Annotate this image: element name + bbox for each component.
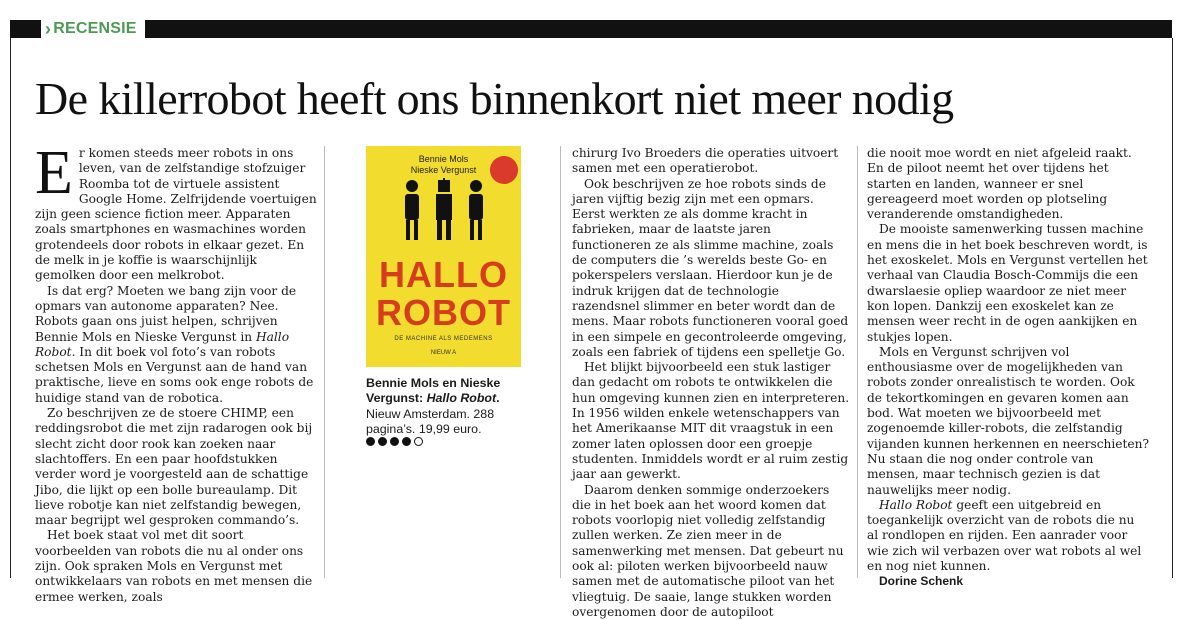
paragraph: Hallo Robot geeft een uitgebreid en toegankelijk overzicht van de robots die nu al rondlopen en rijden. Een aanrader voor wie zich wil verbazen over wat robots al wel en nog niet kunnen. bbox=[867, 497, 1142, 574]
left-border bbox=[10, 38, 11, 578]
drop-cap: E bbox=[35, 139, 73, 207]
paragraph: Het boek staat vol met dit soort voorbeelden van robots die nu al onder ons zijn. Ook spraken Mols en Vergunst met ontwikkelaars van robots en met mensen die ermee werken, zoals bbox=[35, 528, 313, 604]
column-divider bbox=[324, 146, 325, 578]
paragraph: Zo beschrijven ze de stoere CHIMP, een reddingsrobot die met zijn radarogen ook bij slecht zicht door rook kan zoeken naar slachtoffers. En een paar hoofdstukken verder word je voorgesteld aan de schattige Jibo, die lijkt op een bolle bureaulamp. Dit lieve robotje kan niet zelfstandig bewegen, maar begrijpt wel gesproken commando’s. bbox=[35, 406, 313, 528]
paragraph: die nooit moe wordt en niet afgeleid raakt. En de piloot neemt het over tijdens het starten en landen, wanneer er snel gereageerd moet worden op plotseling veranderende omstandigheden. bbox=[867, 146, 1132, 222]
rating-dot-empty bbox=[414, 437, 423, 446]
rating-dot-filled bbox=[366, 437, 375, 446]
cover-title-line-2: ROBOT bbox=[376, 292, 511, 333]
section-tag-label: RECENSIE bbox=[53, 20, 137, 37]
article-column-3 bbox=[572, 146, 850, 620]
article-column-4 bbox=[867, 146, 1149, 590]
paragraph: chirurg Ivo Broeders die operaties uitvoert samen met een operatierobot. bbox=[572, 146, 839, 176]
right-border bbox=[1172, 38, 1173, 578]
header-bar bbox=[10, 20, 1172, 38]
paragraph: Daarom denken sommige onderzoekers die in het boek aan het woord komen dat robots voorlopig niet volledig zelfstandig zullen werken. Ze zien meer in de samenwerking met mensen. Dat gebeurt nu ook al: piloten werken bijvoorbeeld nauw samen met de automatische piloot van het vliegtuig. De saaie, lange stukken worden overgenomen door de autopiloot bbox=[572, 482, 844, 619]
section-tag bbox=[41, 18, 145, 40]
article-column-1 bbox=[35, 139, 317, 605]
headline: De killerrobot heeft ons binnenkort niet meer nodig bbox=[35, 73, 954, 124]
cover-authors: Bennie Mols Nieske Vergunst bbox=[410, 154, 477, 175]
book-title: Hallo Robot bbox=[35, 329, 290, 359]
rating-dot-filled bbox=[378, 437, 387, 446]
paragraph: Is dat erg? Moeten we bang zijn voor de opmars van autonome apparaten? Nee. Robots gaan ons juist helpen, schrijven Bennie Mols en Nieske Vergunst in Hallo Robot. In dit boek vol foto’s van robots schetsen Mols en Vergunst aan de hand van praktische, lieve en soms ook enge robots de huidige stand van de robotica. bbox=[35, 283, 314, 405]
paragraph: Het blijkt bijvoorbeeld een stuk lastiger dan gedacht om robots te ontwikkelen die hun omgeving kunnen zien en interpreteren. In 1956 wilden enkele wetenschappers van het Amerikaanse MIT dit vraagstuk in een zomer laten oplossen door een groepje studenten. Inmiddels wordt er al ruim zestig jaar aan gewerkt. bbox=[572, 360, 850, 482]
robot-figures-icon bbox=[394, 178, 494, 242]
paragraph: De mooiste samenwerking tussen machine en mens die in het boek beschreven wordt, is het exoskelet. Mols en Vergunst vertellen het verhaal van Claudia Bosch-Commijs die een dwarslaesie opliep waardoor ze niet meer kon lopen. Dankzij een exoskelet kan ze mensen weer recht in de ogen aankijken en stukjes lopen. bbox=[867, 222, 1148, 344]
paragraph: Er komen steeds meer robots in ons leven, van de zelfstandige stofzuiger Roomba tot de virtuele assistent Google Home. Zelfrijdende voertuigen zijn geen science fiction meer. Apparaten zoals smartphones en wasmachines worden grotendeels door robots in elkaar gezet. En de melk in je koffie is waarschijnlijk gemolken door een melkrobot. bbox=[35, 139, 317, 283]
book-title: Hallo Robot bbox=[426, 391, 497, 406]
rating-dot-filled bbox=[390, 437, 399, 446]
book-title: Hallo Robot bbox=[879, 497, 953, 512]
book-info: Bennie Mols en Nieske Vergunst: Hallo Robot. Nieuw Amsterdam. 288 pagina’s. 19,99 euro. bbox=[366, 376, 501, 437]
author-byline: Dorine Schenk bbox=[879, 574, 964, 589]
column-divider bbox=[857, 146, 858, 578]
cover-publisher: NIEUW A bbox=[430, 350, 457, 356]
rating-dot-filled bbox=[402, 437, 411, 446]
column-divider bbox=[560, 146, 561, 578]
chevron-right-icon: › bbox=[45, 18, 52, 39]
cover-title-line-1: HALLO bbox=[379, 254, 508, 295]
rating bbox=[366, 437, 423, 446]
book-cover bbox=[366, 146, 521, 367]
cover-subtitle: DE MACHINE ALS MEDEMENS bbox=[394, 336, 493, 342]
cover-badge bbox=[490, 156, 518, 184]
paragraph: Mols en Vergunst schrijven vol enthousiasme over de mogelijkheden van robots zonder onrealistisch te worden. Ook de tekortkomingen en gevaren komen aan bod. Wat moeten we bijvoorbeeld met zogenoemde killer-robots, die zelfstandig vijanden kunnen herkennen en neerschieten? Nu staan die nog onder controle van mensen, maar technisch gezien is dat nauwelijks meer nodig. bbox=[867, 344, 1149, 497]
paragraph: Ook beschrijven ze hoe robots sinds de jaren vijftig bezig zijn met een opmars. Eerst werkten ze als domme kracht in fabrieken, maar de laatste jaren functioneren ze als slimme machine, zoals de computers die ’s werelds beste Go- en pokerspelers verslaan. Hierdoor kun je de indruk krijgen dat de technologie razendsnel slimmer en beter wordt dan de mens. Maar robots functioneren vooral goed in een simpele en gecontroleerde omgeving, zoals een fabriek of tijdens een spelletje Go. bbox=[572, 176, 849, 359]
